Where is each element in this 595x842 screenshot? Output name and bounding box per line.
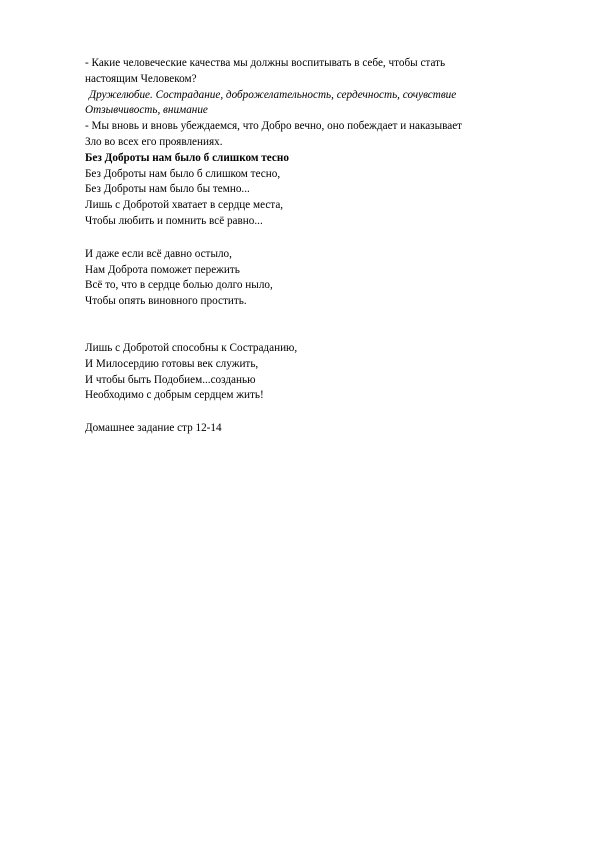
stanza-3-line-2: И Милосердию готовы век служить, [85,357,259,370]
stanza-2-line-3: Всё то, что в сердце болью долго ныло, [85,279,273,292]
stanza-1-line-4: Чтобы любить и помнить всё равно... [85,214,263,227]
question-line-1: - Какие человеческие качества мы должны воспитывать в себе, чтобы стать [85,57,446,69]
stanza-3-line-4: Необходимо с добрым сердцем жить! [85,389,264,402]
stanza-1-line-1: Без Доброты нам было б слишком тесно, [85,167,281,180]
stanza-2-line-1: И даже если всё давно остыло, [85,247,232,260]
stanza-3-line-3: И чтобы быть Подобием...созданью [85,373,256,386]
statement-block [85,119,555,151]
poem-title: Без Доброты нам было б слишком тесно [85,151,289,164]
stanza-1-line-3: Лишь с Добротой хватает в сердце места, [85,199,284,212]
answer-block [85,88,555,120]
stanza-spacer [85,310,555,341]
stanza-1-line-2: Без Доброты нам было бы темно... [85,183,250,196]
poem-stanza-2 [85,247,555,310]
poem-stanza-1 [85,167,555,230]
poem-stanza-3 [85,341,555,404]
stanza-spacer [85,404,555,421]
stanza-spacer [85,230,555,247]
question-block [85,56,555,88]
document-content [85,56,555,437]
stanza-3-line-1: Лишь с Добротой способны к Состраданию, [85,341,298,354]
homework-line: Домашнее задание стр 12-14 [85,422,222,435]
question-line-2: настоящим Человеком? [85,72,197,85]
statement-line-1: - Мы вновь и вновь убеждаемся, что Добро вечно, оно побеждает и наказывает [85,120,463,133]
answer-line-1: Дружелюбие. Сострадание, доброжелательность, сердечность, сочувствие [89,88,457,101]
stanza-2-line-4: Чтобы опять виновного простить. [85,295,247,308]
answer-line-2: Отзывчивость, внимание [85,104,208,117]
statement-line-2: Зло во всех его проявлениях. [85,135,223,148]
stanza-2-line-2: Нам Доброта поможет пережить [85,263,240,276]
